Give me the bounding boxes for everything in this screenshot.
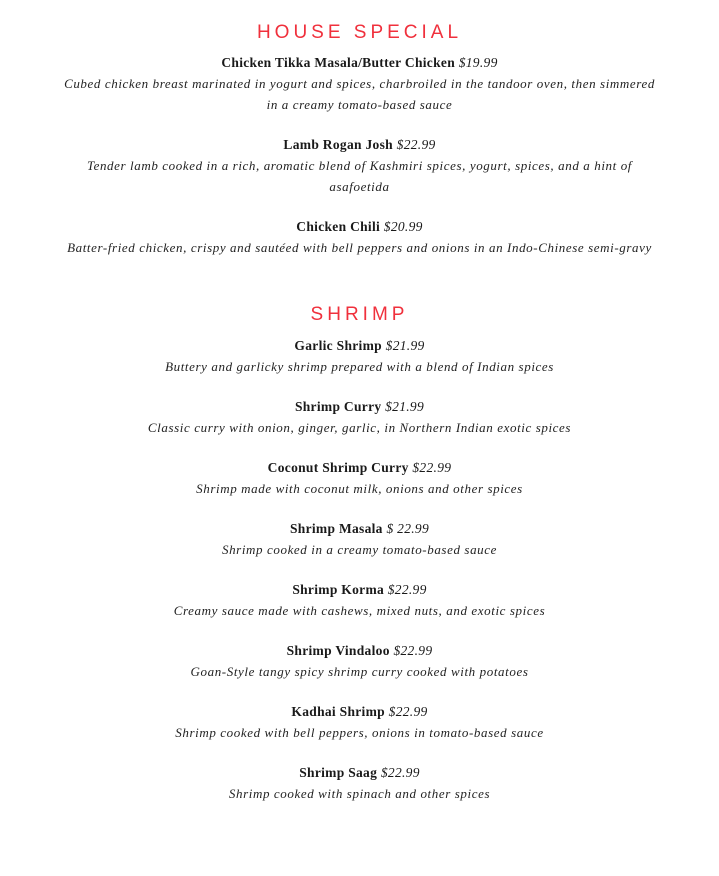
item-description: Shrimp cooked in a creamy tomato-based sauce — [221, 542, 498, 557]
item-price: $22.99 — [388, 704, 428, 719]
item-description: Tender lamb cooked in a rich, aromatic blend of Kashmiri spices, yogurt, spices, and a hint of asafoetida — [86, 158, 633, 194]
item-price: $22.99 — [387, 582, 427, 597]
item-price: $21.99 — [385, 399, 425, 414]
item-name: Garlic Shrimp — [294, 338, 382, 353]
item-name: Chicken Tikka Masala/Butter Chicken — [221, 55, 456, 70]
item-description: Cubed chicken breast marinated in yogurt and spices, charbroiled in the tandoor oven, then simmered in a creamy tomato-based sauce — [64, 76, 655, 112]
item-price: $ 22.99 — [386, 521, 430, 536]
section-title: SHRIMP — [310, 304, 409, 325]
menu-item — [0, 53, 719, 115]
item-name: Shrimp Vindaloo — [286, 643, 390, 658]
section-title: HOUSE SPECIAL — [256, 22, 463, 43]
item-description: Shrimp made with coconut milk, onions and other spices — [196, 481, 523, 496]
item-price: $22.99 — [393, 643, 433, 658]
item-name: Kadhai Shrimp — [291, 704, 385, 719]
item-name: Chicken Chili — [296, 219, 381, 234]
item-description: Shrimp cooked with bell peppers, onions in tomato-based sauce — [175, 725, 544, 740]
item-price: $19.99 — [458, 55, 498, 70]
item-price: $22.99 — [412, 460, 452, 475]
item-name: Shrimp Saag — [299, 765, 378, 780]
item-name: Shrimp Masala — [289, 521, 383, 536]
menu-item — [0, 458, 719, 499]
item-price: $22.99 — [396, 137, 436, 152]
menu-item — [0, 641, 719, 682]
menu-item — [0, 397, 719, 438]
menu-item — [0, 763, 719, 804]
item-price: $22.99 — [380, 765, 420, 780]
item-name: Shrimp Curry — [294, 399, 382, 414]
item-description: Batter-fried chicken, crispy and sautéed with bell peppers and onions in an Indo-Chinese semi-gravy — [67, 240, 652, 255]
item-price: $20.99 — [383, 219, 423, 234]
section-house-special — [0, 0, 719, 258]
item-description: Shrimp cooked with spinach and other spices — [228, 786, 491, 801]
item-name: Shrimp Korma — [292, 582, 385, 597]
menu-item — [0, 580, 719, 621]
section-shrimp — [0, 258, 719, 804]
item-name: Coconut Shrimp Curry — [267, 460, 409, 475]
menu-item — [0, 519, 719, 560]
menu-item — [0, 702, 719, 743]
menu-item — [0, 336, 719, 377]
item-description: Classic curry with onion, ginger, garlic, in Northern Indian exotic spices — [147, 420, 572, 435]
item-description: Goan-Style tangy spicy shrimp curry cooked with potatoes — [190, 664, 529, 679]
menu-item — [0, 135, 719, 197]
menu-item — [0, 217, 719, 258]
item-price: $21.99 — [385, 338, 425, 353]
item-description: Creamy sauce made with cashews, mixed nuts, and exotic spices — [173, 603, 546, 618]
item-description: Buttery and garlicky shrimp prepared with a blend of Indian spices — [165, 359, 554, 374]
item-name: Lamb Rogan Josh — [283, 137, 393, 152]
